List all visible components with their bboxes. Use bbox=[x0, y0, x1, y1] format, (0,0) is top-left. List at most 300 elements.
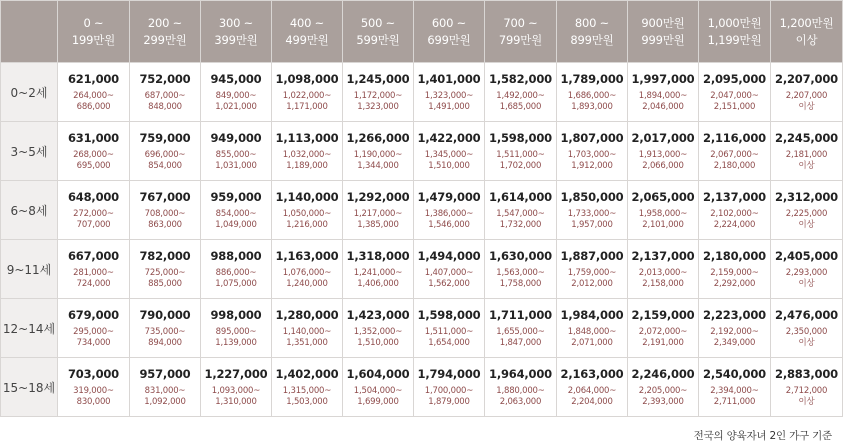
table-cell bbox=[343, 181, 414, 240]
table-cell bbox=[699, 299, 771, 358]
range-high: 1,893,000 bbox=[571, 101, 613, 112]
amount-range bbox=[628, 209, 698, 231]
amount-range bbox=[699, 386, 770, 408]
range-low: 1,894,000~ bbox=[638, 90, 688, 101]
range-low: 268,000~ bbox=[73, 149, 114, 160]
range-low: 1,880,000~ bbox=[496, 385, 545, 396]
range-low: 1,700,000~ bbox=[424, 385, 474, 396]
table-cell bbox=[414, 122, 485, 181]
column-header-line1: 0 ~ bbox=[83, 15, 104, 30]
column-header-line2: 199만원 bbox=[71, 32, 116, 47]
average-amount: 1,402,000 bbox=[275, 366, 339, 381]
range-low: 1,050,000~ bbox=[282, 208, 332, 219]
range-high: 885,000 bbox=[148, 278, 182, 289]
range-high: 1,562,000 bbox=[428, 278, 470, 289]
column-header bbox=[628, 1, 699, 63]
range-high: 1,139,000 bbox=[215, 337, 257, 348]
table-cell bbox=[628, 181, 699, 240]
table-row bbox=[1, 63, 843, 122]
amount-range bbox=[771, 386, 842, 408]
average-amount: 2,180,000 bbox=[703, 248, 766, 263]
range-high: 1,323,000 bbox=[357, 101, 399, 112]
table-cell bbox=[343, 63, 414, 122]
table-cell bbox=[771, 63, 843, 122]
range-low: 1,315,000~ bbox=[282, 385, 332, 396]
table-cell bbox=[130, 358, 201, 417]
footnote: 전국의 양육자녀 2인 가구 기준 bbox=[693, 430, 832, 442]
amount-range bbox=[699, 268, 770, 290]
range-high: 1,171,000 bbox=[286, 101, 328, 112]
table-row bbox=[1, 122, 843, 181]
amount-range bbox=[272, 91, 342, 113]
average-amount: 1,245,000 bbox=[346, 71, 410, 86]
range-low: 687,000~ bbox=[144, 90, 186, 101]
column-header-line1: 1,000만원 bbox=[707, 15, 762, 30]
amount-range bbox=[58, 327, 129, 349]
range-high: 1,385,000 bbox=[357, 219, 399, 230]
table-cell bbox=[130, 181, 201, 240]
range-low: 854,000~ bbox=[215, 208, 257, 219]
column-header bbox=[272, 1, 343, 63]
average-amount: 2,159,000 bbox=[631, 307, 695, 322]
average-amount: 1,807,000 bbox=[560, 130, 624, 145]
range-low: 1,703,000~ bbox=[567, 149, 617, 160]
average-amount: 790,000 bbox=[139, 307, 191, 322]
table-cell bbox=[699, 181, 771, 240]
average-amount: 2,312,000 bbox=[775, 189, 838, 204]
range-high: 1,685,000 bbox=[499, 101, 542, 112]
age-group-label: 6~8세 bbox=[1, 181, 58, 240]
table-cell bbox=[414, 299, 485, 358]
table-cell bbox=[272, 181, 343, 240]
column-header-line2: 699만원 bbox=[427, 32, 471, 47]
amount-range bbox=[272, 386, 342, 408]
amount-range bbox=[699, 150, 770, 172]
amount-range bbox=[485, 91, 556, 113]
range-high: 1,351,000 bbox=[286, 337, 328, 348]
range-high: 1,732,000 bbox=[499, 219, 542, 230]
column-header-line2: 999만원 bbox=[641, 32, 685, 47]
amount-range bbox=[699, 209, 770, 231]
column-header bbox=[485, 1, 557, 63]
table-cell bbox=[414, 240, 485, 299]
amount-range bbox=[628, 268, 698, 290]
table-cell bbox=[343, 358, 414, 417]
header-row bbox=[1, 1, 843, 63]
table-row bbox=[1, 240, 843, 299]
range-high: 1,510,000 bbox=[428, 160, 470, 171]
average-amount: 957,000 bbox=[139, 366, 191, 381]
table-cell bbox=[272, 63, 343, 122]
average-amount: 1,604,000 bbox=[346, 366, 410, 381]
table-cell bbox=[557, 122, 628, 181]
table-cell bbox=[130, 122, 201, 181]
range-high: 1,049,000 bbox=[215, 219, 257, 230]
range-low: 1,547,000~ bbox=[496, 208, 545, 219]
table-cell bbox=[485, 181, 557, 240]
range-high: 863,000 bbox=[148, 219, 182, 230]
average-amount: 667,000 bbox=[68, 248, 119, 263]
range-low: 2,205,000~ bbox=[638, 385, 688, 396]
table-body bbox=[1, 63, 843, 417]
amount-range bbox=[414, 91, 484, 113]
table-cell bbox=[699, 122, 771, 181]
average-amount: 2,065,000 bbox=[631, 189, 695, 204]
amount-range bbox=[58, 91, 129, 113]
amount-range bbox=[485, 268, 556, 290]
average-amount: 1,098,000 bbox=[275, 71, 339, 86]
table-cell bbox=[58, 299, 130, 358]
range-low: 1,093,000~ bbox=[211, 385, 261, 396]
average-amount: 1,113,000 bbox=[275, 130, 339, 145]
range-low: 1,323,000~ bbox=[424, 90, 474, 101]
average-amount: 998,000 bbox=[210, 307, 262, 322]
range-low: 2,293,000 bbox=[785, 267, 828, 278]
amount-range bbox=[771, 150, 842, 172]
range-high: 2,393,000 bbox=[642, 396, 684, 407]
range-high: 1,957,000 bbox=[571, 219, 613, 230]
column-header-line1: 500 ~ bbox=[360, 15, 396, 30]
range-high: 1,758,000 bbox=[499, 278, 542, 289]
range-high: 1,031,000 bbox=[215, 160, 257, 171]
table-cell bbox=[699, 240, 771, 299]
average-amount: 1,266,000 bbox=[346, 130, 410, 145]
range-high: 2,046,000 bbox=[642, 101, 684, 112]
amount-range bbox=[771, 327, 842, 349]
range-high: 1,310,000 bbox=[215, 396, 257, 407]
amount-range bbox=[58, 150, 129, 172]
amount-range bbox=[58, 268, 129, 290]
average-amount: 631,000 bbox=[68, 130, 119, 145]
table-cell bbox=[343, 299, 414, 358]
range-low: 264,000~ bbox=[73, 90, 114, 101]
average-amount: 2,137,000 bbox=[703, 189, 766, 204]
range-high: 2,101,000 bbox=[642, 219, 684, 230]
range-high: 1,847,000 bbox=[499, 337, 542, 348]
amount-range bbox=[130, 327, 200, 349]
average-amount: 1,227,000 bbox=[204, 366, 268, 381]
amount-range bbox=[557, 91, 627, 113]
range-high: 이상 bbox=[798, 219, 815, 230]
amount-range bbox=[557, 327, 627, 349]
table-cell bbox=[771, 299, 843, 358]
range-high: 854,000 bbox=[148, 160, 182, 171]
range-high: 1,702,000 bbox=[499, 160, 542, 171]
average-amount: 752,000 bbox=[139, 71, 191, 86]
amount-range bbox=[201, 268, 271, 290]
average-amount: 1,280,000 bbox=[275, 307, 339, 322]
average-amount: 949,000 bbox=[210, 130, 262, 145]
range-low: 1,407,000~ bbox=[424, 267, 474, 278]
table-cell bbox=[343, 240, 414, 299]
range-low: 1,958,000~ bbox=[638, 208, 688, 219]
amount-range bbox=[771, 209, 842, 231]
table-cell bbox=[201, 122, 272, 181]
range-high: 이상 bbox=[798, 396, 815, 407]
table-cell bbox=[130, 299, 201, 358]
average-amount: 1,318,000 bbox=[346, 248, 410, 263]
range-high: 1,510,000 bbox=[357, 337, 399, 348]
range-low: 2,067,000~ bbox=[710, 149, 759, 160]
range-low: 2,047,000~ bbox=[710, 90, 759, 101]
amount-range bbox=[201, 91, 271, 113]
average-amount: 1,479,000 bbox=[417, 189, 481, 204]
range-high: 2,151,000 bbox=[713, 101, 756, 112]
range-low: 2,192,000~ bbox=[710, 326, 759, 337]
range-low: 1,352,000~ bbox=[353, 326, 403, 337]
amount-range bbox=[130, 268, 200, 290]
range-low: 2,225,000 bbox=[785, 208, 828, 219]
amount-range bbox=[58, 209, 129, 231]
table-cell bbox=[201, 63, 272, 122]
column-header-line2: 299만원 bbox=[143, 32, 187, 47]
amount-range bbox=[414, 386, 484, 408]
range-high: 1,189,000 bbox=[286, 160, 328, 171]
table-cell bbox=[628, 358, 699, 417]
corner-cell bbox=[1, 1, 58, 63]
table-cell bbox=[485, 63, 557, 122]
range-low: 1,504,000~ bbox=[353, 385, 403, 396]
column-header-line1: 600 ~ bbox=[431, 15, 467, 30]
table-cell bbox=[771, 358, 843, 417]
range-low: 295,000~ bbox=[73, 326, 114, 337]
average-amount: 2,405,000 bbox=[775, 248, 838, 263]
average-amount: 1,598,000 bbox=[417, 307, 481, 322]
range-high: 2,292,000 bbox=[713, 278, 756, 289]
age-group-label: 12~14세 bbox=[1, 299, 58, 358]
column-header-line1: 300 ~ bbox=[218, 15, 254, 30]
range-low: 1,686,000~ bbox=[567, 90, 617, 101]
amount-range bbox=[485, 209, 556, 231]
average-amount: 2,245,000 bbox=[775, 130, 838, 145]
table-row bbox=[1, 358, 843, 417]
range-high: 이상 bbox=[798, 278, 815, 289]
range-low: 2,072,000~ bbox=[638, 326, 688, 337]
average-amount: 621,000 bbox=[68, 71, 119, 86]
amount-range bbox=[272, 268, 342, 290]
age-group-label: 0~2세 bbox=[1, 63, 58, 122]
average-amount: 1,422,000 bbox=[417, 130, 481, 145]
range-low: 1,913,000~ bbox=[638, 149, 688, 160]
average-amount: 1,887,000 bbox=[560, 248, 624, 263]
average-amount: 2,095,000 bbox=[703, 71, 766, 86]
range-high: 1,654,000 bbox=[428, 337, 470, 348]
column-header-line1: 700 ~ bbox=[503, 15, 538, 30]
table-cell bbox=[628, 63, 699, 122]
amount-range bbox=[485, 327, 556, 349]
column-header bbox=[771, 1, 843, 63]
range-high: 1,075,000 bbox=[215, 278, 257, 289]
column-header bbox=[343, 1, 414, 63]
range-high: 848,000 bbox=[148, 101, 182, 112]
amount-range bbox=[343, 327, 413, 349]
range-low: 855,000~ bbox=[215, 149, 257, 160]
amount-range bbox=[414, 268, 484, 290]
range-high: 1,699,000 bbox=[357, 396, 399, 407]
amount-range bbox=[414, 150, 484, 172]
amount-range bbox=[130, 91, 200, 113]
amount-range bbox=[628, 386, 698, 408]
range-low: 281,000~ bbox=[73, 267, 114, 278]
range-low: 725,000~ bbox=[144, 267, 186, 278]
amount-range bbox=[699, 91, 770, 113]
range-low: 1,217,000~ bbox=[353, 208, 403, 219]
column-header bbox=[201, 1, 272, 63]
table-cell bbox=[485, 122, 557, 181]
average-amount: 1,711,000 bbox=[489, 307, 552, 322]
column-header-line1: 1,200만원 bbox=[779, 15, 834, 30]
range-low: 1,511,000~ bbox=[424, 326, 474, 337]
average-amount: 988,000 bbox=[210, 248, 262, 263]
range-high: 1,503,000 bbox=[286, 396, 328, 407]
range-low: 1,032,000~ bbox=[282, 149, 332, 160]
range-low: 1,759,000~ bbox=[567, 267, 617, 278]
range-high: 2,063,000 bbox=[499, 396, 542, 407]
amount-range bbox=[414, 327, 484, 349]
table-cell bbox=[485, 358, 557, 417]
table-cell bbox=[201, 181, 272, 240]
average-amount: 1,423,000 bbox=[346, 307, 410, 322]
table-cell bbox=[58, 181, 130, 240]
column-header-line2: 499만원 bbox=[285, 32, 329, 47]
amount-range bbox=[201, 209, 271, 231]
average-amount: 1,614,000 bbox=[489, 189, 552, 204]
table-cell bbox=[771, 122, 843, 181]
table-cell bbox=[201, 299, 272, 358]
average-amount: 2,476,000 bbox=[775, 307, 838, 322]
amount-range bbox=[485, 386, 556, 408]
range-low: 708,000~ bbox=[144, 208, 186, 219]
range-high: 894,000 bbox=[148, 337, 182, 348]
average-amount: 1,850,000 bbox=[560, 189, 624, 204]
amount-range bbox=[557, 386, 627, 408]
amount-range bbox=[343, 91, 413, 113]
range-low: 319,000~ bbox=[73, 385, 114, 396]
table-cell bbox=[771, 181, 843, 240]
table-cell bbox=[201, 358, 272, 417]
range-high: 1,216,000 bbox=[286, 219, 328, 230]
average-amount: 945,000 bbox=[210, 71, 262, 86]
range-high: 707,000 bbox=[76, 219, 111, 230]
range-low: 1,345,000~ bbox=[424, 149, 474, 160]
average-amount: 2,207,000 bbox=[775, 71, 838, 86]
range-high: 이상 bbox=[798, 160, 815, 171]
average-amount: 1,598,000 bbox=[489, 130, 552, 145]
range-low: 2,102,000~ bbox=[710, 208, 759, 219]
range-low: 895,000~ bbox=[215, 326, 257, 337]
range-low: 1,140,000~ bbox=[282, 326, 332, 337]
table-cell bbox=[201, 240, 272, 299]
column-header-line1: 200 ~ bbox=[147, 15, 183, 30]
table-row bbox=[1, 299, 843, 358]
amount-range bbox=[58, 386, 129, 408]
table-cell bbox=[699, 358, 771, 417]
age-group-label: 9~11세 bbox=[1, 240, 58, 299]
amount-range bbox=[771, 268, 842, 290]
range-high: 724,000 bbox=[76, 278, 111, 289]
range-low: 2,159,000~ bbox=[710, 267, 759, 278]
range-low: 1,733,000~ bbox=[567, 208, 617, 219]
range-low: 831,000~ bbox=[144, 385, 186, 396]
average-amount: 782,000 bbox=[139, 248, 191, 263]
table-cell bbox=[58, 63, 130, 122]
range-low: 1,655,000~ bbox=[496, 326, 545, 337]
range-high: 2,071,000 bbox=[571, 337, 613, 348]
average-amount: 767,000 bbox=[139, 189, 191, 204]
average-amount: 1,494,000 bbox=[417, 248, 481, 263]
age-group-label: 15~18세 bbox=[1, 358, 58, 417]
amount-range bbox=[414, 209, 484, 231]
range-low: 2,064,000~ bbox=[567, 385, 617, 396]
table-cell bbox=[272, 299, 343, 358]
amount-range bbox=[272, 327, 342, 349]
column-header-line2: 599만원 bbox=[356, 32, 400, 47]
range-low: 1,190,000~ bbox=[353, 149, 403, 160]
table-cell bbox=[343, 122, 414, 181]
table-cell bbox=[628, 122, 699, 181]
average-amount: 2,883,000 bbox=[775, 366, 838, 381]
amount-range bbox=[485, 150, 556, 172]
average-amount: 2,163,000 bbox=[560, 366, 624, 381]
average-amount: 2,137,000 bbox=[631, 248, 695, 263]
range-low: 886,000~ bbox=[215, 267, 257, 278]
amount-range bbox=[130, 150, 200, 172]
table-cell bbox=[485, 299, 557, 358]
table-cell bbox=[557, 358, 628, 417]
column-header-line1: 400 ~ bbox=[289, 15, 325, 30]
average-amount: 2,540,000 bbox=[703, 366, 766, 381]
column-header bbox=[557, 1, 628, 63]
column-header bbox=[130, 1, 201, 63]
table-cell bbox=[58, 358, 130, 417]
range-high: 1,912,000 bbox=[571, 160, 613, 171]
range-low: 1,563,000~ bbox=[496, 267, 545, 278]
column-header bbox=[699, 1, 771, 63]
column-header-line1: 900만원 bbox=[641, 15, 685, 30]
average-amount: 1,997,000 bbox=[631, 71, 695, 86]
average-amount: 1,794,000 bbox=[417, 366, 481, 381]
amount-range bbox=[557, 268, 627, 290]
range-high: 686,000 bbox=[76, 101, 111, 112]
amount-range bbox=[272, 150, 342, 172]
table-cell bbox=[557, 240, 628, 299]
range-low: 1,022,000~ bbox=[282, 90, 332, 101]
average-amount: 679,000 bbox=[68, 307, 119, 322]
range-low: 696,000~ bbox=[144, 149, 186, 160]
range-low: 1,386,000~ bbox=[424, 208, 474, 219]
column-header bbox=[414, 1, 485, 63]
range-high: 2,066,000 bbox=[642, 160, 684, 171]
amount-range bbox=[343, 268, 413, 290]
range-high: 1,344,000 bbox=[357, 160, 399, 171]
range-high: 734,000 bbox=[76, 337, 111, 348]
range-high: 695,000 bbox=[76, 160, 111, 171]
table-cell bbox=[628, 299, 699, 358]
column-header-line1: 800 ~ bbox=[574, 15, 610, 30]
range-high: 830,000 bbox=[76, 396, 111, 407]
range-high: 이상 bbox=[798, 101, 815, 112]
range-high: 1,240,000 bbox=[286, 278, 328, 289]
range-low: 1,076,000~ bbox=[282, 267, 332, 278]
amount-range bbox=[628, 91, 698, 113]
average-amount: 1,582,000 bbox=[489, 71, 552, 86]
table-cell bbox=[414, 181, 485, 240]
table-cell bbox=[557, 181, 628, 240]
table-row bbox=[1, 181, 843, 240]
column-header bbox=[58, 1, 130, 63]
range-high: 1,546,000 bbox=[428, 219, 470, 230]
range-high: 2,180,000 bbox=[713, 160, 756, 171]
